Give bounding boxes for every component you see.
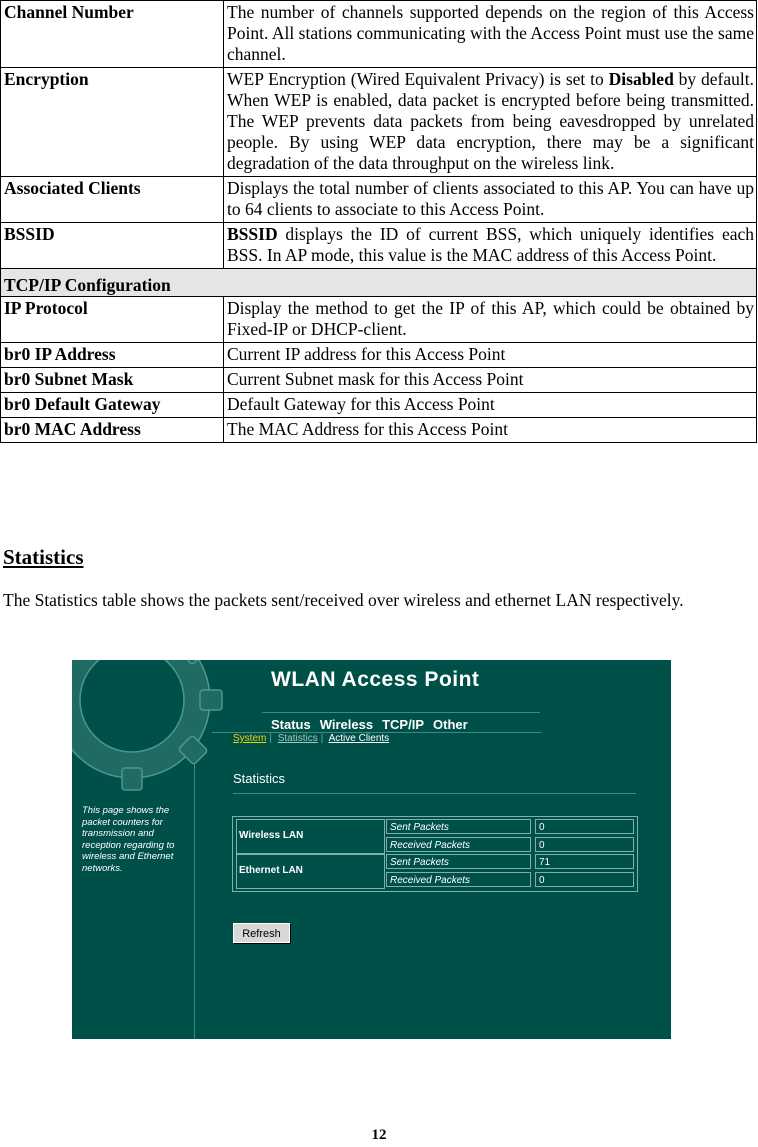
wlan-sent-label: Sent Packets [386,819,531,834]
table-row [1,68,757,177]
refresh-button[interactable]: Refresh [233,923,290,943]
page-number: 12 [371,1127,387,1143]
desc-br0-default-gateway: Default Gateway for this Access Point [224,393,757,418]
term-encryption: Encryption [1,68,224,177]
page-title: Statistics [233,771,286,786]
table-row [1,1,757,68]
statistics-intro: The Statistics table shows the packets sent/received over wireless and ethernet LAN respectively. [3,590,684,610]
desc-bssid [224,223,757,269]
web-ui-screenshot [72,660,671,1039]
term-ip-protocol: IP Protocol [1,297,224,343]
eth-received-label: Received Packets [386,872,531,887]
ethernet-lan-label: Ethernet LAN [239,865,303,876]
statistics-heading: Statistics [3,545,84,569]
left-column [72,660,195,1039]
desc-encryption-pre: WEP Encryption (Wired Equivalent Privacy) is set to [227,69,609,89]
subnav-active-clients[interactable]: Active Clients [328,733,390,744]
term-br0-ip-address: br0 IP Address [1,343,224,368]
desc-bssid-bold: BSSID [227,224,278,244]
table-row [1,393,757,418]
desc-encryption-bold: Disabled [608,69,674,89]
subnav-separator: | [269,733,272,744]
term-channel-number: Channel Number [1,1,224,68]
eth-sent-label: Sent Packets [386,854,531,869]
table-row [1,177,757,223]
wlan-received-label: Received Packets [386,837,531,852]
table-row [1,297,757,343]
table-row [1,418,757,443]
desc-br0-ip-address: Current IP address for this Access Point [224,343,757,368]
section-title-tcpip: TCP/IP Configuration [1,269,757,297]
desc-associated-clients: Displays the total number of clients associated to this AP. You can have up to 64 clients to associate to this Access Point. [224,177,757,223]
term-bssid: BSSID [1,223,224,269]
desc-encryption-post: by default. When WEP is enabled, data packet is encrypted before being transmitted. The WEP prevents data packets from being eavesdropped by unrelated people. By using WEP data encryption, there may be a significant degradation of the data throughput on the wireless link. [227,69,754,173]
tab-wireless[interactable]: Wireless [319,717,374,732]
sub-navigation [233,733,392,744]
side-note: This page shows the packet counters for transmission and reception regarding to wireless and Ethernet networks. [82,805,175,874]
subnav-statistics[interactable]: Statistics [277,733,318,744]
term-br0-mac-address: br0 MAC Address [1,418,224,443]
table-row [1,223,757,269]
desc-bssid-post: displays the ID of current BSS, which uniquely identifies each BSS. In AP mode, this value is the MAC address of this Access Point. [227,224,754,265]
wlan-received-value: 0 [535,837,634,852]
term-associated-clients: Associated Clients [1,177,224,223]
statistics-table [232,816,638,892]
app-title: WLAN Access Point [271,668,480,691]
ethernet-lan-group [236,854,385,889]
subnav-separator: | [320,733,324,744]
tab-tcpip[interactable]: TCP/IP [382,717,424,732]
eth-received-value: 0 [535,872,634,887]
term-br0-default-gateway: br0 Default Gateway [1,393,224,418]
eth-sent-value: 71 [535,854,634,869]
wlan-sent-value: 0 [535,819,634,834]
subnav-system[interactable]: System [233,733,267,744]
table-row [1,343,757,368]
main-menu [262,712,540,733]
table-row [1,368,757,393]
desc-br0-mac-address: The MAC Address for this Access Point [224,418,757,443]
desc-ip-protocol: Display the method to get the IP of this AP, which could be obtained by Fixed-IP or DHCP-client. [224,297,757,343]
gear-logo-icon [72,660,232,800]
table-section-row [1,269,757,297]
wireless-lan-group [236,819,385,854]
desc-br0-subnet-mask: Current Subnet mask for this Access Point [224,368,757,393]
desc-encryption [224,68,757,177]
tab-other[interactable]: Other [433,717,468,732]
wireless-lan-label: Wireless LAN [239,830,304,841]
tab-status[interactable]: Status [271,717,311,732]
spec-table [0,0,757,443]
desc-channel-number: The number of channels supported depends on the region of this Access Point. All stations communicating with the Access Point must use the same channel. [224,1,757,68]
heading-divider [233,793,636,794]
term-br0-subnet-mask: br0 Subnet Mask [1,368,224,393]
